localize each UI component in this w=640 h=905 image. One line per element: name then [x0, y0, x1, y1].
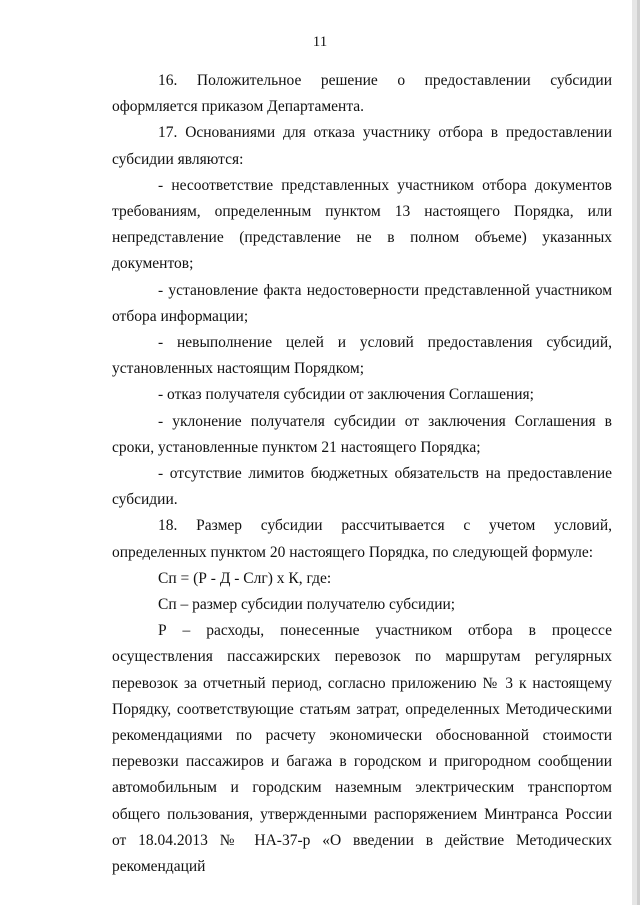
- refusal-ground-documents: - несоответствие представленных участником отбора документов требованиям, определенным пунктом 13 настоящего Порядка, или непредставление (представление не в полном объеме) указанных документов;: [112, 176, 612, 273]
- paragraph-17: 17. Основаниями для отказа участнику отбора в предоставлении субсидии являются:: [112, 124, 612, 168]
- paragraph-16: 16. Положительное решение о предоставлении субсидии оформляется приказом Департамента.: [112, 72, 612, 116]
- document-body: [112, 68, 612, 880]
- page-number: 11: [312, 34, 328, 50]
- refusal-ground-false-information: - установление факта недостоверности представленной участником отбора информации;: [112, 281, 612, 325]
- formula-term-r: Р – расходы, понесенные участником отбора в процессе осуществления пассажирских перевозок по маршрутам регулярных перевозок за отчетный период, согласно приложению № 3 к настоящему Порядку, соответствующие статьям затрат, определенных Методическими рекомендациями по расчету экономически обоснованной стоимости перевозки пассажиров и багажа в городском и пригородном сообщении автомобильным и городским наземным электрическим транспортом общего пользования, утвержденными распоряжением Минтранса России от 18.04.2013 № НА-37-р «О введении в действие Методических рекомендаций: [112, 622, 612, 876]
- paragraph-18: 18. Размер субсидии рассчитывается с учетом условий, определенных пунктом 20 настоящего Порядка, по следующей формуле:: [112, 517, 612, 561]
- formula-term-sp: Сп – размер субсидии получателю субсидии;: [158, 596, 456, 614]
- refusal-ground-conditions: - невыполнение целей и условий предоставления субсидий, установленных настоящим Порядком;: [112, 334, 612, 378]
- refusal-ground-agreement-evasion: - уклонение получателя субсидии от заключения Соглашения в сроки, установленные пунктом 21 настоящего Порядка;: [112, 412, 612, 456]
- refusal-ground-agreement-refusal: - отказ получателя субсидии от заключения Соглашения;: [158, 386, 534, 404]
- subsidy-formula: Сп = (Р - Д - Слг) х К, где:: [158, 569, 332, 587]
- refusal-ground-budget-limits: - отсутствие лимитов бюджетных обязательств на предоставление субсидии.: [112, 465, 612, 509]
